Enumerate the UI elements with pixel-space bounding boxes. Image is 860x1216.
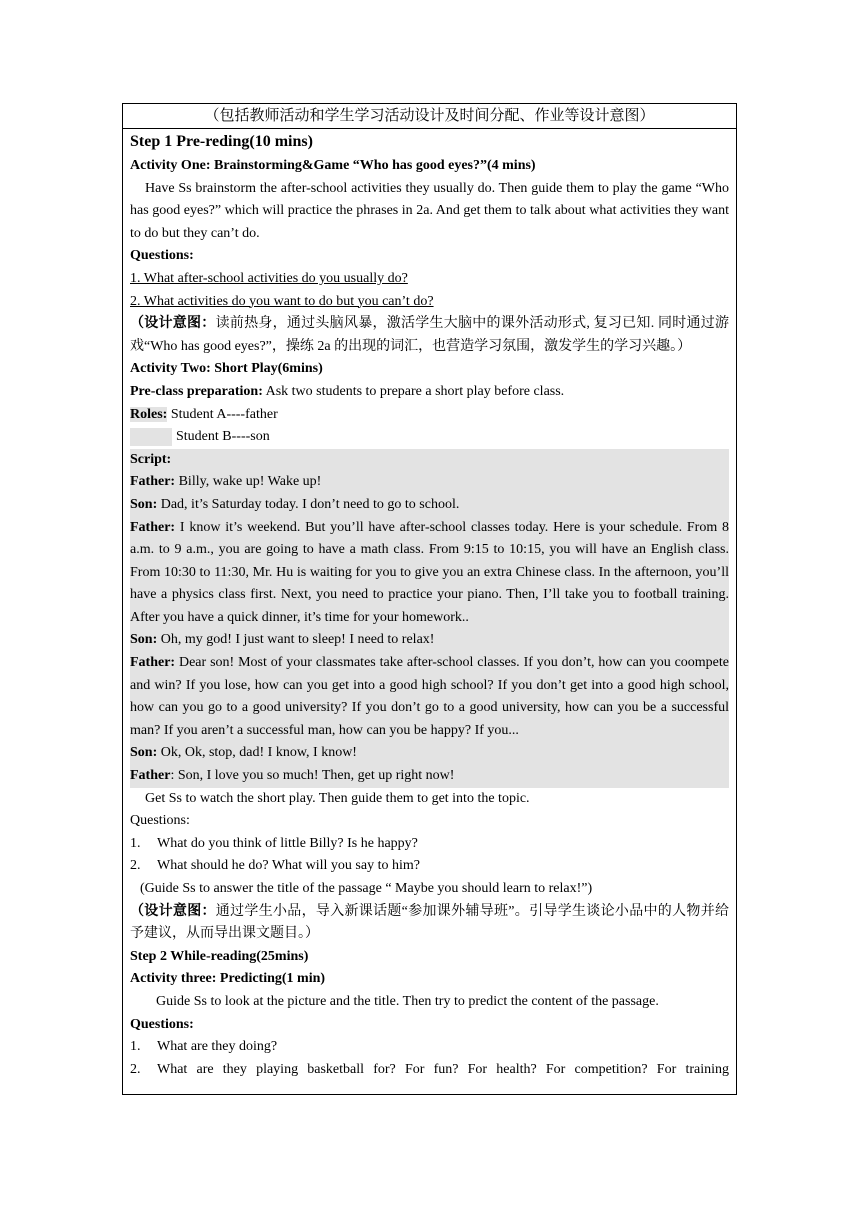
table-content [123, 129, 736, 1081]
line-text: Billy, wake up! Wake up! [175, 474, 322, 490]
role-a: Student A----father [167, 406, 278, 422]
script-line-3 [130, 517, 729, 630]
activity3-body: Guide Ss to look at the picture and the title. Then try to predict the content of the passage. [156, 993, 659, 1009]
script-line-4 [130, 629, 729, 652]
list-text: What do you think of little Billy? Is he happy? [157, 835, 418, 851]
speaker: Son: [130, 745, 158, 761]
activity3-questions-label: Questions: [130, 1016, 194, 1032]
script-line-7 [130, 765, 729, 788]
lesson-plan-table [122, 103, 737, 1095]
step2-title: Step 2 While-reading(25mins) [130, 948, 309, 964]
line-text: Dad, it’s Saturday today. I don’t need to go to school. [157, 496, 460, 512]
script-label: Script: [130, 449, 729, 472]
list-number: 1. [130, 1039, 141, 1055]
speaker: Father: [130, 655, 176, 671]
preparation-line [130, 381, 729, 404]
activity1-question-2: 2. What activities do you want to do but you can’t do? [130, 293, 434, 309]
indent-highlight [130, 428, 172, 446]
list-item [130, 1036, 729, 1059]
line-text: Dear son! Most of your classmates take after-school classes. If you don’t, how can you coompete and win? If you lose, how can you get into a good high school? If you don’t get into a good high school, how can you go to a good university? If you don’t go to a good university, how can you be a successful man? If you aren’t a successful man, how can you be happy? If you... [130, 655, 729, 738]
list-number: 2. [130, 1061, 141, 1077]
activity2-after-text: Get Ss to watch the short play. Then guide them to get into the topic. [145, 790, 530, 806]
guide-note: (Guide Ss to answer the title of the passage “ Maybe you should learn to relax!”) [140, 881, 593, 896]
activity2-questions-label: Questions: [130, 813, 190, 829]
roles-line-b [130, 426, 729, 449]
activity1-questions-label: Questions: [130, 248, 194, 264]
script-line-6 [130, 742, 729, 765]
activity3-title: Activity three: Predicting(1 min) [130, 971, 326, 987]
script-line-2 [130, 494, 729, 517]
activity1-design-intent [130, 313, 729, 358]
speaker: Father [130, 768, 171, 784]
script-line-5 [130, 652, 729, 742]
intent-text: 读前热身，通过头脑风暴，激活学生大脑中的课外活动形式, 复习已知. 同时通过游戏“Who has good eyes?”，操练 2a 的出现的词汇，也营造学习氛围，激发学生的学习兴趣。） [130, 316, 730, 354]
speaker: Son: [130, 632, 158, 648]
list-text: What should he do? What will you say to him? [157, 858, 420, 874]
step1-title: Step 1 Pre-reding(10 mins) [130, 133, 313, 150]
table-header: （包括教师活动和学生学习活动设计及时间分配、作业等设计意图） [123, 104, 736, 129]
activity1-question-1: 1. What after-school activities do you usually do? [130, 270, 408, 286]
roles-line-a [130, 404, 729, 427]
speaker: Father: [130, 519, 176, 535]
activity1-body: Have Ss brainstorm the after-school activities they usually do. Then guide them to play the game “Who has good eyes?” which will practice the phrases in 2a. And get them to talk about what activities they want to do but they can’t do. [130, 180, 729, 241]
list-number: 2. [130, 858, 141, 874]
prep-label: Pre-class preparation: [130, 383, 263, 399]
activity2-title: Activity Two: Short Play(6mins) [130, 361, 323, 377]
line-text: I know it’s weekend. But you’ll have after-school classes today. Here is your schedule. From 8 a.m. to 9 a.m., you are going to have a math class. From 9:15 to 10:15, you will have an English class. From 10:30 to 11:30, Mr. Hu is waiting for you to give you an extra Chinese class. In the afternoon, you’ll have a physics class first. Next, you need to practice your piano. Then, I’ll take you to football training. After you have a quick dinner, it’s time for your homework.. [130, 519, 729, 625]
line-text: : Son, I love you so much! Then, get up right now! [170, 768, 455, 784]
line-text: Ok, Ok, stop, dad! I know, I know! [157, 745, 357, 761]
list-item [130, 1059, 729, 1082]
speaker: Father: [130, 474, 176, 490]
intent-label: （设计意图： [130, 903, 216, 919]
list-text: What are they playing basketball for? For fun? For health? For competition? For training [157, 1061, 729, 1077]
intent-text: 通过学生小品，导入新课话题“参加课外辅导班”。引导学生谈论小品中的人物并给予建议，从而导出课文题目。） [130, 903, 729, 942]
script-line-1 [130, 471, 729, 494]
list-item [130, 855, 729, 878]
intent-label: （设计意图： [130, 316, 216, 332]
list-text: What are they doing? [157, 1039, 278, 1055]
role-b: Student B----son [176, 429, 270, 445]
list-number: 1. [130, 835, 141, 851]
prep-text: Ask two students to prepare a short play before class. [262, 383, 565, 399]
activity1-title: Activity One: Brainstorming&Game “Who has good eyes?”(4 mins) [130, 158, 536, 173]
list-item [130, 833, 729, 856]
line-text: Oh, my god! I just want to sleep! I need to relax! [157, 632, 435, 648]
activity2-design-intent [130, 901, 729, 946]
roles-label: Roles: [130, 406, 168, 422]
speaker: Son: [130, 496, 158, 512]
